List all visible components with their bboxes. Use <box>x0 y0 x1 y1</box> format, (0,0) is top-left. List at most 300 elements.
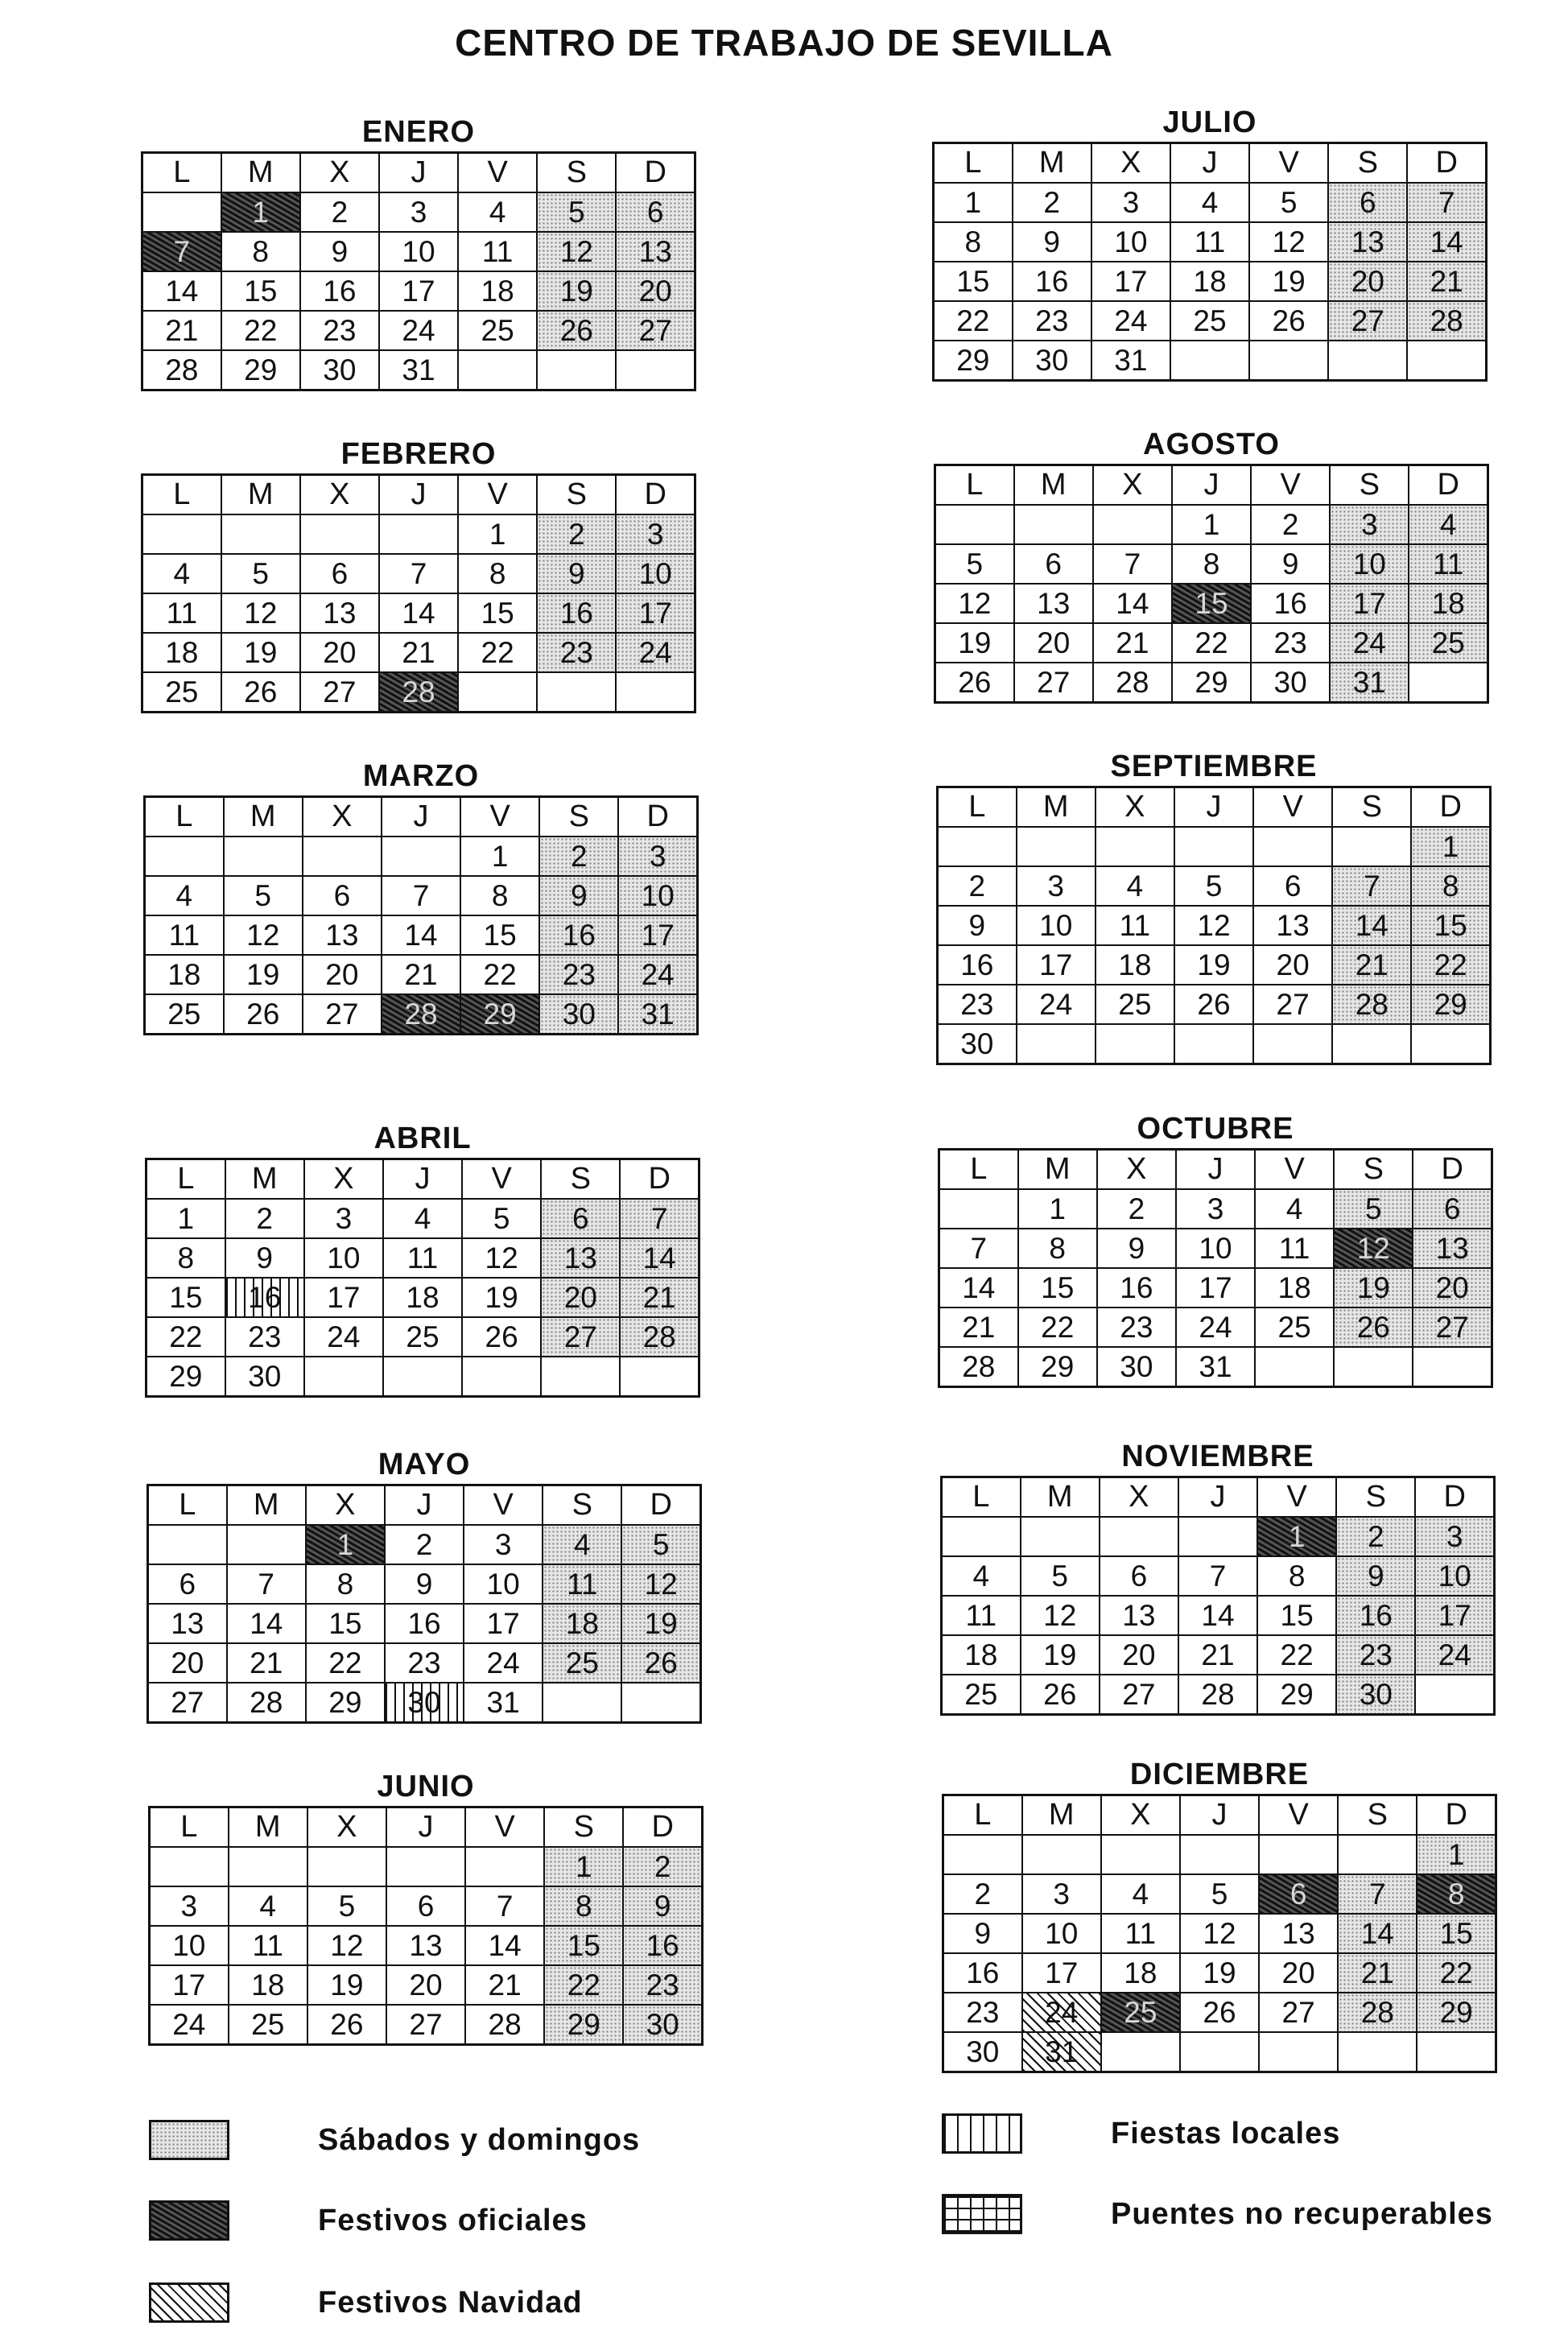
day-cell: 2 <box>1251 505 1330 544</box>
weekday-header: L <box>942 1477 1021 1518</box>
empty-cell <box>382 837 460 876</box>
day-cell: 11 <box>142 593 221 633</box>
empty-cell <box>1101 1835 1180 1874</box>
day-cell: 20 <box>1253 945 1332 985</box>
day-cell: 10 <box>379 232 458 271</box>
day-cell: 6 <box>300 554 379 593</box>
empty-cell <box>145 837 224 876</box>
month-marzo <box>143 757 699 1035</box>
day-cell: 31 <box>1091 341 1170 381</box>
legend-item <box>149 2117 640 2163</box>
weekday-header: X <box>1100 1477 1178 1518</box>
month-name: DICIEMBRE <box>1129 1758 1310 1791</box>
day-cell: 11 <box>1101 1914 1180 1953</box>
month-table <box>141 473 696 713</box>
day-cell: 12 <box>1334 1229 1413 1268</box>
day-cell: 20 <box>1014 623 1093 663</box>
day-cell: 12 <box>307 1926 386 1965</box>
day-cell: 2 <box>385 1525 464 1564</box>
month-name: FEBRERO <box>340 437 497 471</box>
day-cell: 15 <box>1411 906 1490 945</box>
empty-cell <box>1328 341 1407 381</box>
day-cell: 22 <box>460 955 539 994</box>
day-cell: 25 <box>142 672 221 713</box>
day-cell: 22 <box>146 1317 225 1357</box>
day-cell: 28 <box>1338 1993 1417 2032</box>
empty-cell <box>1411 1024 1490 1064</box>
day-cell: 26 <box>1249 301 1328 341</box>
day-cell: 22 <box>1018 1308 1097 1347</box>
day-cell: 27 <box>300 672 379 713</box>
day-cell: 18 <box>1255 1268 1334 1308</box>
weekday-header: J <box>386 1807 465 1848</box>
day-cell: 3 <box>618 837 697 876</box>
day-cell: 10 <box>464 1564 543 1604</box>
day-cell: 27 <box>1259 1993 1338 2032</box>
day-cell: 25 <box>458 311 537 350</box>
month-table <box>145 1158 700 1398</box>
day-cell: 3 <box>1022 1874 1101 1914</box>
weekday-header: M <box>224 797 303 837</box>
day-cell: 18 <box>229 1965 307 2005</box>
empty-cell <box>939 1189 1018 1229</box>
day-cell: 23 <box>300 311 379 350</box>
day-cell: 3 <box>304 1199 383 1238</box>
day-cell: 15 <box>460 915 539 955</box>
page-title: CENTRO DE TRABAJO DE SEVILLA <box>455 22 1113 64</box>
day-cell: 16 <box>938 945 1017 985</box>
day-cell: 8 <box>544 1886 623 1926</box>
day-cell: 23 <box>1336 1635 1415 1675</box>
weekday-header: V <box>464 1485 543 1526</box>
day-cell: 29 <box>146 1357 225 1397</box>
day-cell: 15 <box>221 271 300 311</box>
weekday-header: X <box>1093 465 1172 506</box>
day-cell: 27 <box>386 2005 465 2045</box>
day-cell: 5 <box>1174 866 1253 906</box>
day-cell: 30 <box>300 350 379 390</box>
day-cell: 2 <box>537 514 616 554</box>
empty-cell <box>537 672 616 713</box>
legend-label: Festivos Navidad <box>318 2285 583 2320</box>
weekday-header: S <box>1328 143 1407 184</box>
day-cell: 14 <box>1407 222 1486 262</box>
empty-cell <box>1338 1835 1417 1874</box>
day-cell: 18 <box>1170 262 1249 301</box>
weekday-header: S <box>541 1159 620 1200</box>
weekday-header: S <box>537 153 616 193</box>
month-name: ENERO <box>361 115 476 149</box>
day-cell: 17 <box>379 271 458 311</box>
day-cell: 14 <box>1178 1596 1257 1635</box>
empty-cell <box>1021 1517 1100 1556</box>
weekday-header: X <box>1091 143 1170 184</box>
day-cell: 11 <box>229 1926 307 1965</box>
day-cell: 12 <box>537 232 616 271</box>
weekday-header: M <box>1014 465 1093 506</box>
day-cell: 21 <box>620 1278 699 1317</box>
day-cell: 25 <box>229 2005 307 2045</box>
day-cell: 21 <box>1093 623 1172 663</box>
empty-cell <box>943 1835 1022 1874</box>
day-cell: 11 <box>1409 544 1488 584</box>
day-cell: 16 <box>537 593 616 633</box>
weekday-header: V <box>1259 1795 1338 1836</box>
day-cell: 27 <box>616 311 695 350</box>
day-cell: 11 <box>942 1596 1021 1635</box>
day-cell: 18 <box>142 633 221 672</box>
day-cell: 10 <box>1091 222 1170 262</box>
day-cell: 4 <box>383 1199 462 1238</box>
empty-cell <box>1255 1347 1334 1387</box>
day-cell: 9 <box>1097 1229 1176 1268</box>
day-cell: 18 <box>942 1635 1021 1675</box>
day-cell: 28 <box>382 994 460 1035</box>
day-cell: 26 <box>1180 1993 1259 2032</box>
weekday-header: V <box>460 797 539 837</box>
weekday-header: L <box>146 1159 225 1200</box>
day-cell: 2 <box>539 837 618 876</box>
empty-cell <box>1174 1024 1253 1064</box>
weekday-header: J <box>1170 143 1249 184</box>
empty-cell <box>621 1683 700 1723</box>
day-cell: 26 <box>462 1317 541 1357</box>
day-cell: 1 <box>1018 1189 1097 1229</box>
day-cell: 17 <box>304 1278 383 1317</box>
month-table <box>938 1148 1493 1388</box>
day-cell: 10 <box>1330 544 1409 584</box>
month-table <box>143 795 699 1035</box>
legend-label: Fiestas locales <box>1111 2116 1341 2150</box>
day-cell: 27 <box>1100 1675 1178 1715</box>
day-cell: 2 <box>623 1847 702 1886</box>
day-cell: 3 <box>616 514 695 554</box>
day-cell: 13 <box>148 1604 227 1643</box>
day-cell: 21 <box>1407 262 1486 301</box>
day-cell: 1 <box>1257 1517 1336 1556</box>
month-name: OCTUBRE <box>1137 1112 1294 1146</box>
day-cell: 11 <box>1255 1229 1334 1268</box>
day-cell: 11 <box>1170 222 1249 262</box>
day-cell: 30 <box>385 1683 464 1723</box>
day-cell: 11 <box>1096 906 1174 945</box>
day-cell: 5 <box>1249 183 1328 222</box>
weekday-header: M <box>225 1159 304 1200</box>
day-cell: 5 <box>935 544 1014 584</box>
day-cell: 11 <box>543 1564 621 1604</box>
day-cell: 25 <box>145 994 224 1035</box>
empty-cell <box>1093 505 1172 544</box>
day-cell: 23 <box>943 1993 1022 2032</box>
day-cell: 11 <box>145 915 224 955</box>
day-cell: 15 <box>458 593 537 633</box>
day-cell: 18 <box>458 271 537 311</box>
day-cell: 11 <box>383 1238 462 1278</box>
day-cell: 26 <box>537 311 616 350</box>
day-cell: 19 <box>935 623 1014 663</box>
day-cell: 7 <box>620 1199 699 1238</box>
day-cell: 19 <box>224 955 303 994</box>
day-cell: 10 <box>1017 906 1096 945</box>
empty-cell <box>383 1357 462 1397</box>
weekday-header: S <box>543 1485 621 1526</box>
day-cell: 19 <box>621 1604 700 1643</box>
day-cell: 8 <box>934 222 1013 262</box>
day-cell: 14 <box>1093 584 1172 623</box>
weekday-header: D <box>616 153 695 193</box>
day-cell: 25 <box>942 1675 1021 1715</box>
day-cell: 29 <box>1018 1347 1097 1387</box>
day-cell: 9 <box>537 554 616 593</box>
month-octubre <box>938 1109 1493 1388</box>
day-cell: 17 <box>1091 262 1170 301</box>
day-cell: 14 <box>1332 906 1411 945</box>
weekday-header: J <box>1180 1795 1259 1836</box>
weekday-header: V <box>465 1807 544 1848</box>
weekday-header: D <box>1411 787 1490 828</box>
day-cell: 17 <box>618 915 697 955</box>
day-cell: 6 <box>1259 1874 1338 1914</box>
day-cell: 21 <box>1338 1953 1417 1993</box>
legend-label: Festivos oficiales <box>318 2203 588 2237</box>
weekday-header: D <box>623 1807 702 1848</box>
month-enero <box>141 113 696 391</box>
day-cell: 22 <box>1417 1953 1496 1993</box>
day-cell: 26 <box>307 2005 386 2045</box>
day-cell: 13 <box>541 1238 620 1278</box>
day-cell: 14 <box>939 1268 1018 1308</box>
weekday-header: S <box>1332 787 1411 828</box>
weekday-header: V <box>1249 143 1328 184</box>
day-cell: 6 <box>1100 1556 1178 1596</box>
day-cell: 22 <box>544 1965 623 2005</box>
empty-cell <box>1249 341 1328 381</box>
weekday-header: S <box>539 797 618 837</box>
month-table <box>936 786 1492 1065</box>
day-cell: 16 <box>623 1926 702 1965</box>
weekday-header: S <box>1330 465 1409 506</box>
weekday-header: X <box>300 475 379 515</box>
weekday-header: J <box>385 1485 464 1526</box>
day-cell: 10 <box>618 876 697 915</box>
month-abril <box>145 1119 700 1398</box>
weekday-header: V <box>1253 787 1332 828</box>
weekday-header: M <box>229 1807 307 1848</box>
day-cell: 6 <box>1014 544 1093 584</box>
day-cell: 24 <box>1022 1993 1101 2032</box>
day-cell: 8 <box>458 554 537 593</box>
empty-cell <box>1417 2032 1496 2072</box>
day-cell: 22 <box>934 301 1013 341</box>
weekday-header: J <box>1172 465 1251 506</box>
day-cell: 20 <box>386 1965 465 2005</box>
day-cell: 29 <box>934 341 1013 381</box>
day-cell: 31 <box>618 994 697 1035</box>
weekday-header: V <box>458 153 537 193</box>
weekday-header: X <box>1101 1795 1180 1836</box>
day-cell: 23 <box>225 1317 304 1357</box>
day-cell: 24 <box>304 1317 383 1357</box>
day-cell: 12 <box>1021 1596 1100 1635</box>
day-cell: 21 <box>142 311 221 350</box>
weekday-header: L <box>142 153 221 193</box>
day-cell: 7 <box>939 1229 1018 1268</box>
day-cell: 8 <box>221 232 300 271</box>
empty-cell <box>148 1525 227 1564</box>
day-cell: 5 <box>462 1199 541 1238</box>
weekday-header: X <box>307 1807 386 1848</box>
day-cell: 20 <box>300 633 379 672</box>
day-cell: 1 <box>544 1847 623 1886</box>
day-cell: 4 <box>1409 505 1488 544</box>
day-cell: 14 <box>379 593 458 633</box>
empty-cell <box>1259 1835 1338 1874</box>
weekday-header: M <box>1013 143 1091 184</box>
month-diciembre <box>942 1755 1497 2073</box>
day-cell: 25 <box>1101 1993 1180 2032</box>
day-cell: 8 <box>1411 866 1490 906</box>
weekday-header: D <box>616 475 695 515</box>
month-julio <box>932 103 1488 382</box>
empty-cell <box>1253 1024 1332 1064</box>
day-cell: 30 <box>1336 1675 1415 1715</box>
weekday-header: D <box>1417 1795 1496 1836</box>
day-cell: 17 <box>150 1965 229 2005</box>
day-cell: 14 <box>142 271 221 311</box>
day-cell: 5 <box>1334 1189 1413 1229</box>
empty-cell <box>386 1847 465 1886</box>
day-cell: 15 <box>1257 1596 1336 1635</box>
day-cell: 1 <box>458 514 537 554</box>
day-cell: 22 <box>458 633 537 672</box>
month-table <box>934 464 1489 704</box>
weekday-header: M <box>1018 1150 1097 1190</box>
day-cell: 12 <box>1249 222 1328 262</box>
weekday-header: L <box>934 143 1013 184</box>
day-cell: 6 <box>541 1199 620 1238</box>
month-table <box>146 1484 702 1724</box>
day-cell: 21 <box>465 1965 544 2005</box>
day-cell: 31 <box>379 350 458 390</box>
day-cell: 29 <box>1257 1675 1336 1715</box>
day-cell: 30 <box>938 1024 1017 1064</box>
month-noviembre <box>940 1437 1496 1716</box>
day-cell: 10 <box>1022 1914 1101 1953</box>
day-cell: 21 <box>939 1308 1018 1347</box>
month-name: ABRIL <box>373 1122 472 1155</box>
day-cell: 21 <box>1178 1635 1257 1675</box>
day-cell: 27 <box>1328 301 1407 341</box>
day-cell: 19 <box>307 1965 386 2005</box>
empty-cell <box>543 1683 621 1723</box>
weekday-header: X <box>303 797 382 837</box>
weekday-header: M <box>221 475 300 515</box>
day-cell: 6 <box>1328 183 1407 222</box>
day-cell: 21 <box>1332 945 1411 985</box>
empty-cell <box>1100 1517 1178 1556</box>
weekday-header: D <box>621 1485 700 1526</box>
day-cell: 31 <box>1022 2032 1101 2072</box>
weekday-header: X <box>300 153 379 193</box>
day-cell: 7 <box>1332 866 1411 906</box>
weekday-header: J <box>1174 787 1253 828</box>
day-cell: 19 <box>462 1278 541 1317</box>
day-cell: 4 <box>1096 866 1174 906</box>
day-cell: 24 <box>1415 1635 1494 1675</box>
weekday-header: M <box>227 1485 306 1526</box>
day-cell: 29 <box>460 994 539 1035</box>
day-cell: 1 <box>306 1525 385 1564</box>
day-cell: 30 <box>1097 1347 1176 1387</box>
day-cell: 25 <box>543 1643 621 1683</box>
day-cell: 5 <box>224 876 303 915</box>
day-cell: 27 <box>541 1317 620 1357</box>
day-cell: 16 <box>539 915 618 955</box>
day-cell: 21 <box>227 1643 306 1683</box>
day-cell: 20 <box>1328 262 1407 301</box>
day-cell: 23 <box>537 633 616 672</box>
month-name: SEPTIEMBRE <box>1110 750 1318 783</box>
day-cell: 26 <box>935 663 1014 703</box>
day-cell: 27 <box>148 1683 227 1723</box>
empty-cell <box>1415 1675 1494 1715</box>
day-cell: 9 <box>1336 1556 1415 1596</box>
day-cell: 12 <box>462 1238 541 1278</box>
day-cell: 18 <box>383 1278 462 1317</box>
day-cell: 9 <box>943 1914 1022 1953</box>
day-cell: 27 <box>1253 985 1332 1024</box>
day-cell: 13 <box>1253 906 1332 945</box>
empty-cell <box>1017 827 1096 866</box>
day-cell: 28 <box>1093 663 1172 703</box>
empty-cell <box>300 514 379 554</box>
day-cell: 5 <box>221 554 300 593</box>
day-cell: 17 <box>464 1604 543 1643</box>
day-cell: 19 <box>1021 1635 1100 1675</box>
day-cell: 9 <box>1251 544 1330 584</box>
empty-cell <box>1174 827 1253 866</box>
day-cell: 19 <box>1174 945 1253 985</box>
weekday-header: D <box>1409 465 1488 506</box>
day-cell: 6 <box>616 192 695 232</box>
day-cell: 22 <box>221 311 300 350</box>
day-cell: 14 <box>382 915 460 955</box>
day-cell: 21 <box>379 633 458 672</box>
day-cell: 29 <box>306 1683 385 1723</box>
day-cell: 28 <box>1178 1675 1257 1715</box>
day-cell: 17 <box>1017 945 1096 985</box>
empty-cell <box>458 672 537 713</box>
day-cell: 1 <box>1411 827 1490 866</box>
day-cell: 16 <box>300 271 379 311</box>
day-cell: 20 <box>1413 1268 1492 1308</box>
day-cell: 8 <box>1018 1229 1097 1268</box>
day-cell: 30 <box>225 1357 304 1397</box>
legend-swatch <box>149 2200 229 2241</box>
day-cell: 7 <box>1093 544 1172 584</box>
day-cell: 7 <box>379 554 458 593</box>
empty-cell <box>1022 1835 1101 1874</box>
month-name: JULIO <box>1162 105 1257 139</box>
day-cell: 24 <box>1176 1308 1255 1347</box>
day-cell: 31 <box>1176 1347 1255 1387</box>
day-cell: 1 <box>221 192 300 232</box>
day-cell: 25 <box>1170 301 1249 341</box>
day-cell: 9 <box>938 906 1017 945</box>
empty-cell <box>1334 1347 1413 1387</box>
day-cell: 25 <box>1255 1308 1334 1347</box>
day-cell: 30 <box>943 2032 1022 2072</box>
